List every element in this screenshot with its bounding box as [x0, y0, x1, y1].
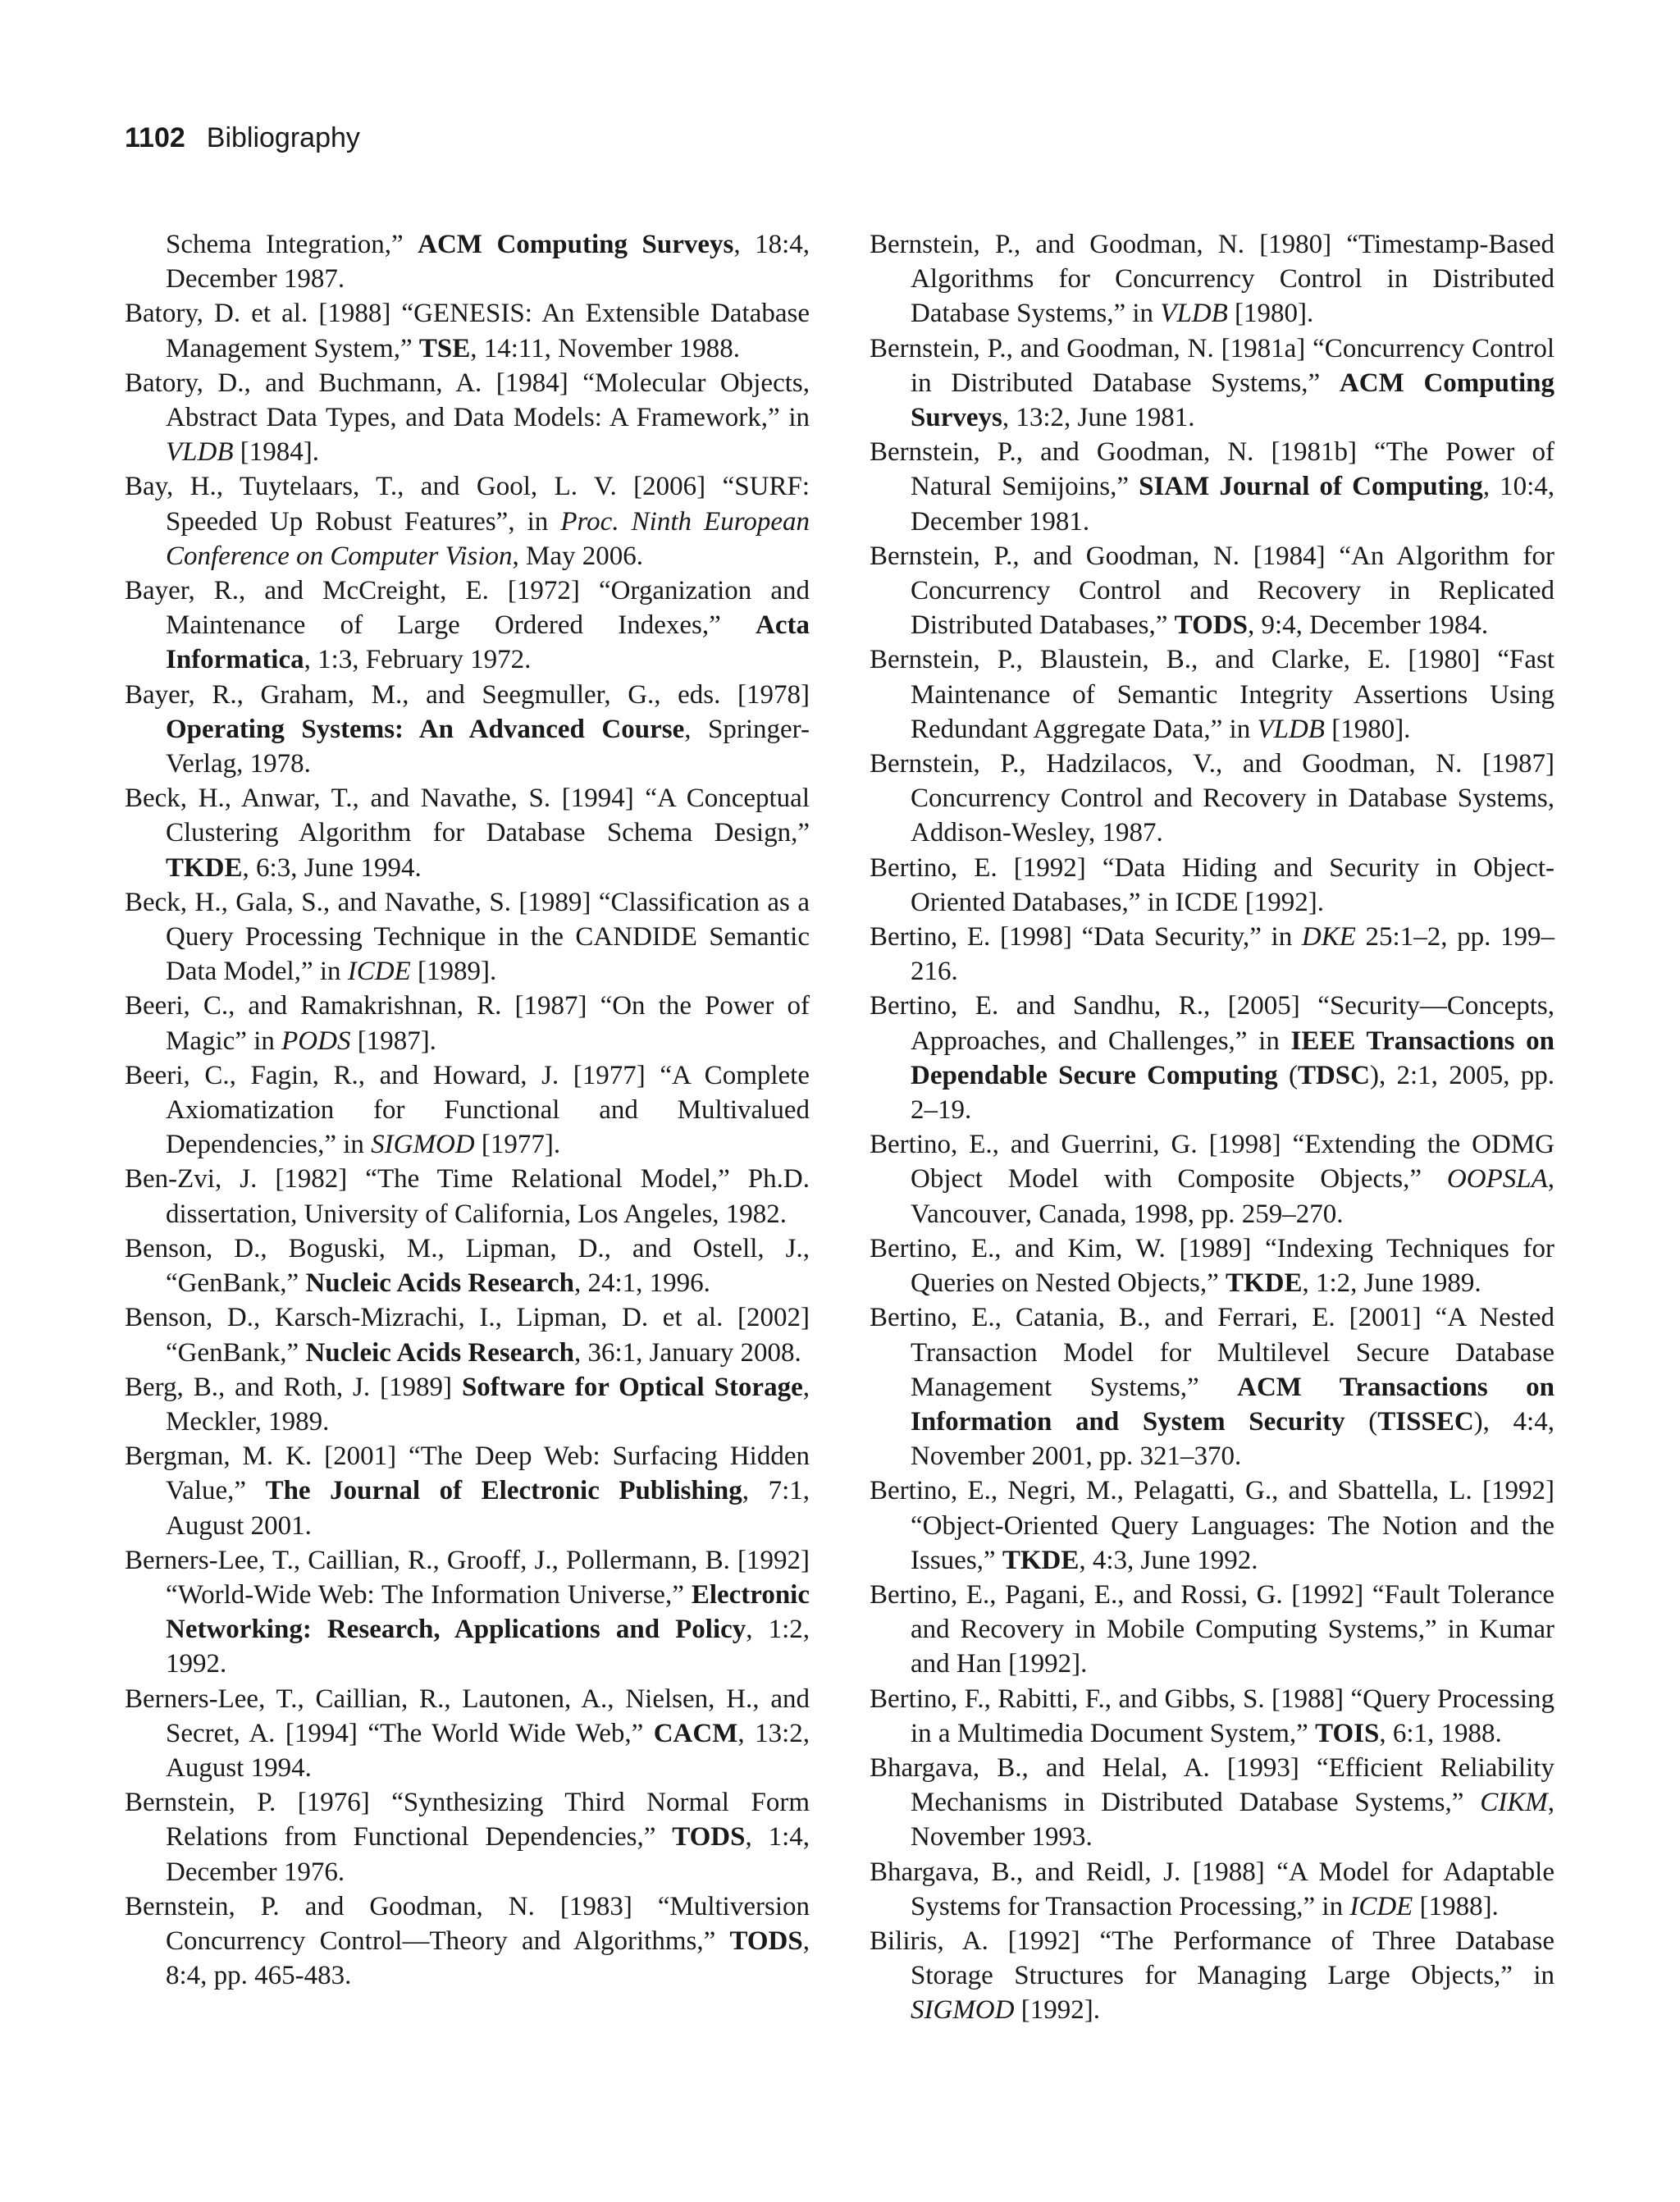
page-number: 1102: [125, 122, 185, 153]
bibliography-entry: [125, 1785, 810, 1889]
venue-bold: Acta Informatica: [166, 610, 810, 675]
entry-text: Bertino, E., and Kim, W. [1989] “Indexing Techniques for Queries on Nested Objects,”: [870, 1233, 1554, 1299]
entry-text: ), 2:1, 2005, pp. 2–19.: [911, 1060, 1554, 1126]
entry-text: Beeri, C., and Ramakrishnan, R. [1987] “On the Power of Magic” in: [125, 991, 810, 1056]
entry-text: Benson, D., Karsch-Mizrachi, I., Lipman, D. et al. [2002] “GenBank,”: [125, 1303, 810, 1368]
entry-text: , 8:4, pp. 465-483.: [166, 1926, 810, 1991]
entry-text: , 14:11, November 1988.: [470, 333, 740, 363]
entry-text: , November 1993.: [911, 1788, 1554, 1853]
entry-text: , 1:3, February 1972.: [304, 645, 532, 675]
entry-text: , 6:1, 1988.: [1379, 1718, 1502, 1748]
bibliography-entry: [125, 1231, 810, 1300]
entry-text: Bhargava, B., and Helal, A. [1993] “Efficient Reliability Mechanisms in Distributed Database Systems,”: [870, 1752, 1554, 1818]
venue-bold: SIAM Journal of Computing: [1139, 472, 1483, 502]
entry-text: , 7:1, August 2001.: [166, 1476, 810, 1541]
entry-text: Bertino, E., Negri, M., Pelagatti, G., and Sbattella, L. [1992] “Object-Oriented Query Languages: The Notion and the Issues,”: [870, 1476, 1554, 1575]
venue-bold: Operating Systems: An Advanced Course: [166, 714, 685, 744]
entry-text: Beck, H., Anwar, T., and Navathe, S. [1994] “A Conceptual Clustering Algorithm for Database Schema Design,”: [125, 783, 810, 848]
entry-text: , 9:4, December 1984.: [1247, 610, 1489, 641]
entry-text: , 4:3, June 1992.: [1079, 1545, 1258, 1575]
entry-text: (: [1344, 1406, 1378, 1437]
bibliography-entry: [125, 1439, 810, 1543]
venue-bold: TISSEC: [1377, 1406, 1474, 1437]
entry-text: Bay, H., Tuytelaars, T., and Gool, L. V. [2006] “SURF: Speeded Up Robust Features”, in: [125, 472, 810, 537]
bibliography-entry: [125, 469, 810, 573]
bibliography-entry: [125, 1300, 810, 1369]
entry-text: Bertino, E., Pagani, E., and Rossi, G. [1992] “Fault Tolerance and Recovery in Mobile Computing Systems,” in Kumar and Han [1992].: [870, 1579, 1554, 1679]
entry-text: Beeri, C., Fagin, R., and Howard, J. [1977] “A Complete Axiomatization for Functional and Multivalued Dependencies,” in: [125, 1060, 810, 1160]
section-title: Bibliography: [206, 122, 360, 153]
entry-text: Beck, H., Gala, S., and Navathe, S. [1989] “Classification as a Query Processing Technique in the CANDIDE Semantic Data Model,” in: [125, 887, 810, 987]
venue-bold: TSE: [418, 333, 471, 363]
bibliography-entry: [125, 1889, 810, 1994]
bibliography-entry: [870, 989, 1554, 1127]
entry-text: [1989].: [410, 957, 497, 987]
venue-bold: CACM: [653, 1718, 738, 1748]
bibliography-entry: [125, 1162, 810, 1231]
bibliography-entry: [125, 1682, 810, 1786]
bibliography-entry: [870, 331, 1554, 436]
entry-text: , 18:4, December 1987.: [166, 230, 810, 295]
venue-italic: OOPSLA: [1446, 1164, 1548, 1195]
entry-text: Ben-Zvi, J. [1982] “The Time Relational Model,” Ph.D. dissertation, University of California, Los Angeles, 1982.: [125, 1164, 810, 1229]
entry-text: , Vancouver, Canada, 1998, pp. 259–270.: [911, 1164, 1554, 1229]
entry-text: [1977].: [474, 1130, 561, 1160]
venue-italic: SIGMOD: [371, 1130, 475, 1160]
venue-bold: Software for Optical Storage: [461, 1372, 803, 1402]
entry-text: (: [1277, 1060, 1298, 1090]
bibliography-entry: [125, 227, 810, 296]
venue-bold: TOIS: [1315, 1718, 1380, 1748]
bibliography-entry: [870, 1300, 1554, 1473]
venue-bold: TDSC: [1297, 1060, 1370, 1090]
bibliography-entry: [125, 1370, 810, 1439]
entry-text: Schema Integration,”: [166, 230, 418, 259]
bibliography-entry: [125, 573, 810, 678]
entry-text: Biliris, A. [1992] “The Performance of Three Database Storage Structures for Managing Large Objects,” in: [870, 1926, 1554, 1991]
venue-bold: IEEE Transactions on Dependable Secure Computing: [911, 1026, 1554, 1090]
entry-text: [1984].: [233, 437, 319, 468]
entry-text: Bertino, E., Catania, B., and Ferrari, E. [2001] “A Nested Transaction Model for Multilevel Secure Database Management Systems,”: [870, 1303, 1554, 1402]
bibliography-entry: [125, 885, 810, 989]
bibliography-entry: [870, 1855, 1554, 1924]
venue-bold: Electronic Networking: Research, Applications and Policy: [166, 1579, 810, 1645]
entry-text: Batory, D., and Buchmann, A. [1984] “Molecular Objects, Abstract Data Types, and Data Models: A Framework,” in: [125, 368, 810, 433]
venue-bold: TKDE: [166, 852, 243, 883]
right-column: [870, 227, 1554, 2028]
bibliography-entry: [125, 781, 810, 885]
entry-text: Bayer, R., Graham, M., and Seegmuller, G., eds. [1978]: [125, 679, 810, 710]
venue-bold: The Journal of Electronic Publishing: [265, 1476, 742, 1506]
entry-text: Bernstein, P., and Goodman, N. [1980] “Timestamp-Based Algorithms for Concurrency Control in Distributed Database Systems,” in: [870, 230, 1554, 329]
venue-italic: CIKM: [1480, 1788, 1548, 1818]
bibliography-entry: [870, 747, 1554, 851]
entry-text: [1987].: [350, 1026, 436, 1056]
entry-text: Berners-Lee, T., Caillian, R., Lautonen, A., Nielsen, H., and Secret, A. [1994] “The World Wide Web,”: [125, 1683, 810, 1748]
entry-text: Bertino, E. and Sandhu, R., [2005] “Security—Concepts, Approaches, and Challenges,” in: [870, 991, 1554, 1056]
venue-italic: VLDB: [1257, 714, 1325, 744]
entry-text: Bhargava, B., and Reidl, J. [1988] “A Model for Adaptable Systems for Transaction Processing,” in: [870, 1857, 1554, 1921]
bibliography-entry: [870, 435, 1554, 539]
bibliography-entry: [870, 642, 1554, 747]
venue-italic: ICDE: [1349, 1891, 1413, 1921]
entry-text: Bernstein, P., Hadzilacos, V., and Goodman, N. [1987] Concurrency Control and Recovery in Database Systems, Addison-Wesley, 1987.: [870, 749, 1554, 848]
entry-text: Bernstein, P. and Goodman, N. [1983] “Multiversion Concurrency Control—Theory and Algorithms,”: [125, 1891, 810, 1956]
venue-italic: SIGMOD: [911, 1995, 1015, 2026]
entry-text: [1980].: [1227, 299, 1314, 329]
venue-bold: TKDE: [1225, 1268, 1303, 1299]
entry-text: Benson, D., Boguski, M., Lipman, D., and Ostell, J., “GenBank,”: [125, 1233, 810, 1299]
entry-text: , 24:1, 1996.: [573, 1268, 710, 1299]
venue-bold: ACM Transactions on Information and System Security: [911, 1372, 1554, 1437]
entry-text: Berg, B., and Roth, J. [1989]: [125, 1372, 462, 1402]
entry-text: , 13:2, June 1981.: [1002, 403, 1195, 433]
bibliography-entry: [870, 1751, 1554, 1855]
bibliography-entry: [870, 227, 1554, 331]
bibliography-entry: [870, 1924, 1554, 2028]
entry-text: Batory, D. et al. [1988] “GENESIS: An Extensible Database Management System,”: [125, 299, 810, 363]
entry-text: Bertino, E. [1992] “Data Hiding and Security in Object-Oriented Databases,” in ICDE [1992].: [870, 852, 1554, 917]
venue-italic: Proc. Ninth European Conference on Computer Vision: [166, 506, 810, 571]
entry-text: , 10:4, December 1981.: [911, 472, 1554, 537]
bibliography-entry: [870, 1231, 1554, 1300]
venue-bold: ACM Computing Surveys: [418, 230, 734, 259]
bibliography-entry: [870, 1473, 1554, 1578]
entry-text: , Meckler, 1989.: [166, 1372, 810, 1437]
venue-italic: VLDB: [1160, 299, 1228, 329]
venue-bold: TODS: [729, 1926, 803, 1956]
venue-bold: Nucleic Acids Research: [305, 1337, 574, 1368]
bibliography-entry: [870, 1127, 1554, 1231]
bibliography-entry: [870, 1578, 1554, 1682]
venue-bold: TODS: [1174, 610, 1248, 641]
venue-bold: ACM Computing Surveys: [911, 368, 1554, 433]
bibliography-entry: [870, 1682, 1554, 1751]
entry-text: Bergman, M. K. [2001] “The Deep Web: Surfacing Hidden Value,”: [125, 1441, 810, 1506]
venue-bold: Nucleic Acids Research: [305, 1268, 574, 1299]
bibliography-entry: [125, 1058, 810, 1163]
entry-text: , May 2006.: [512, 541, 644, 571]
entry-text: Bertino, E., and Guerrini, G. [1998] “Extending the ODMG Object Model with Composite Objects,”: [870, 1130, 1554, 1195]
bibliography-entry: [870, 851, 1554, 920]
entry-text: , 1:4, December 1976.: [166, 1822, 810, 1887]
entry-text: Bernstein, P., and Goodman, N. [1984] “An Algorithm for Concurrency Control and Recovery in Replicated Distributed Databases,”: [870, 541, 1554, 641]
entry-text: Bernstein, P. [1976] “Synthesizing Third Normal Form Relations from Functional Dependencies,”: [125, 1788, 810, 1853]
venue-bold: TODS: [672, 1822, 746, 1853]
bibliography-entry: [125, 678, 810, 782]
left-column: [125, 227, 810, 1993]
running-header: [125, 120, 360, 156]
bibliography-entry: [125, 296, 810, 365]
entry-text: Bernstein, P., Blaustein, B., and Clarke, E. [1980] “Fast Maintenance of Semantic Integrity Assertions Using Redundant Aggregate Data,” in: [870, 645, 1554, 744]
entry-text: Bertino, E. [1998] “Data Security,” in: [870, 922, 1302, 953]
entry-text: Bernstein, P., and Goodman, N. [1981b] “The Power of Natural Semijoins,”: [870, 437, 1554, 502]
entry-text: 25:1–2, pp. 199–216.: [911, 922, 1554, 987]
bibliography-entry: [870, 920, 1554, 989]
entry-text: , Springer-Verlag, 1978.: [166, 714, 810, 779]
venue-bold: TKDE: [1002, 1545, 1080, 1575]
entry-text: [1980].: [1324, 714, 1411, 744]
bibliography-entry: [125, 366, 810, 470]
entry-text: Bertino, F., Rabitti, F., and Gibbs, S. [1988] “Query Processing in a Multimedia Document System,”: [870, 1683, 1554, 1748]
entry-text: , 6:3, June 1994.: [242, 852, 422, 883]
entry-text: , 36:1, January 2008.: [573, 1337, 801, 1368]
venue-italic: ICDE: [347, 957, 411, 987]
entry-text: Berners-Lee, T., Caillian, R., Grooff, J., Pollermann, B. [1992] “World-Wide Web: The Information Universe,”: [125, 1545, 810, 1610]
venue-italic: DKE: [1301, 922, 1356, 953]
entry-text: Bernstein, P., and Goodman, N. [1981a] “Concurrency Control in Distributed Database Systems,”: [870, 333, 1554, 398]
bibliography-entry: [125, 989, 810, 1058]
venue-italic: PODS: [281, 1026, 351, 1056]
entry-text: ), 4:4, November 2001, pp. 321–370.: [911, 1406, 1554, 1472]
venue-italic: VLDB: [166, 437, 234, 468]
entry-text: , 1:2, 1992.: [166, 1615, 810, 1679]
entry-text: , 13:2, August 1994.: [166, 1718, 810, 1783]
bibliography-entry: [125, 1543, 810, 1682]
entry-text: , 1:2, June 1989.: [1302, 1268, 1481, 1299]
entry-text: Bayer, R., and McCreight, E. [1972] “Organization and Maintenance of Large Ordered Indexes,”: [125, 576, 810, 641]
entry-text: [1992].: [1014, 1995, 1100, 2026]
entry-text: [1988].: [1413, 1891, 1499, 1921]
bibliography-entry: [870, 539, 1554, 643]
